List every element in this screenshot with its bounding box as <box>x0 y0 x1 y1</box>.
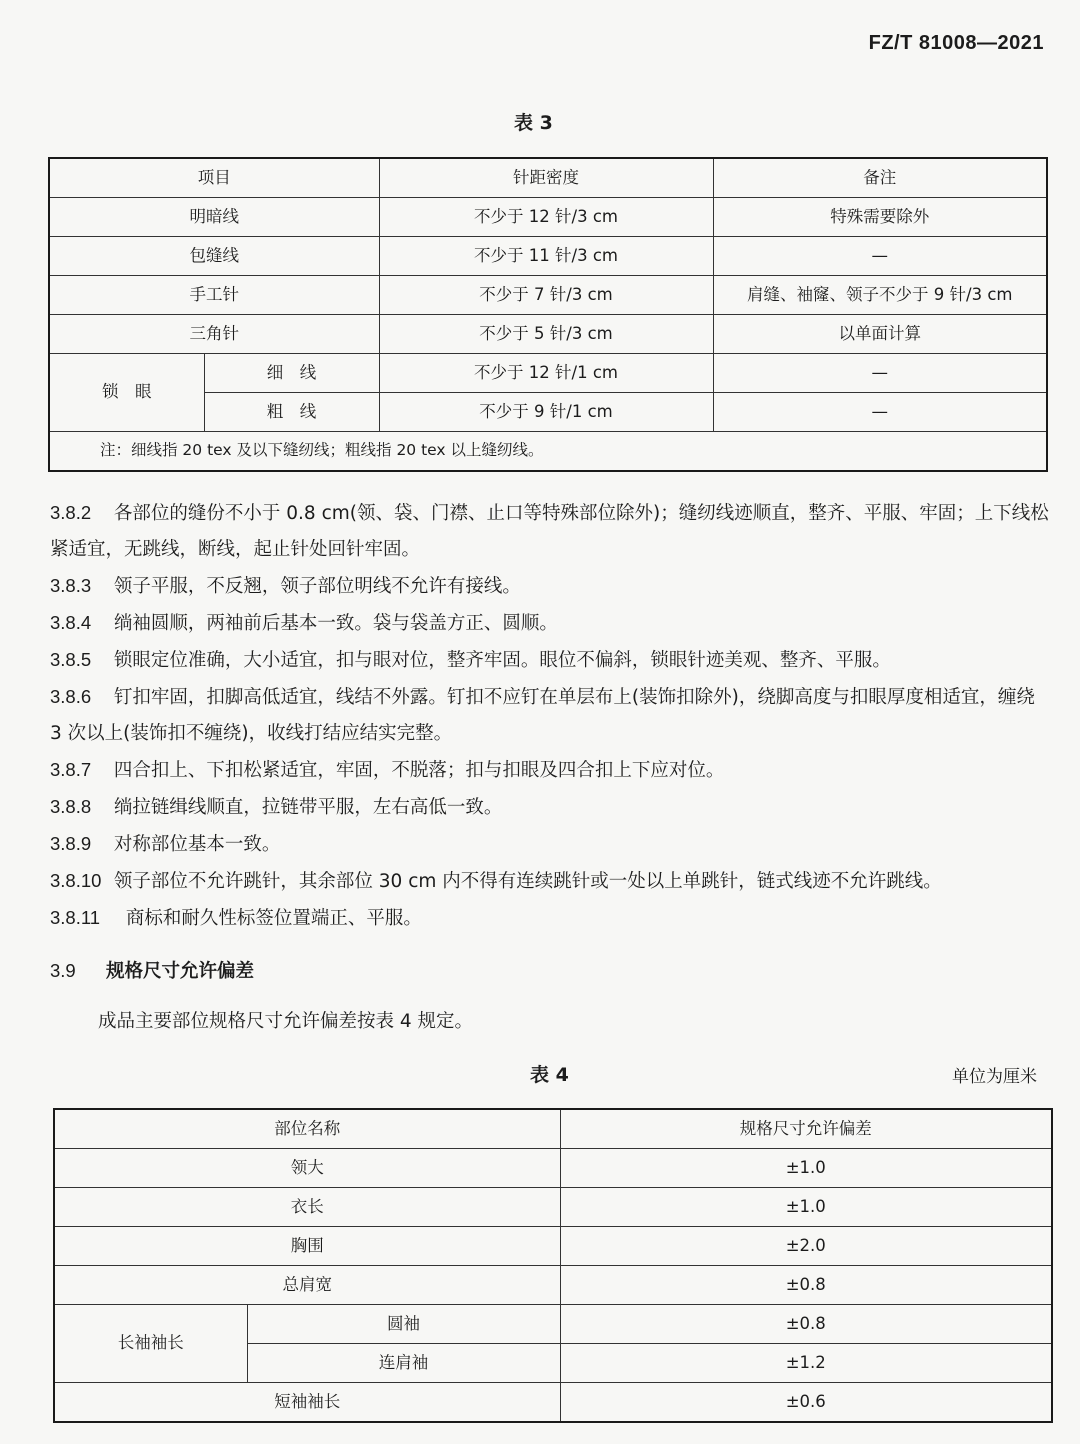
section-intro <box>98 1004 1048 1040</box>
clauses-block <box>50 495 1050 937</box>
table3-sub-item: 细 线 <box>204 354 379 393</box>
clause-text: 商标和耐久性标签位置端正、平服。 <box>125 908 422 929</box>
table4-header-row <box>54 1109 1052 1149</box>
clause <box>50 789 1050 826</box>
table3-density: 不少于 7 针/3 cm <box>379 276 713 315</box>
clause-text: 领子部位不允许跳针，其余部位 30 cm 内不得有连续跳针或一处以上单跳针，链式线迹不允许跳线。 <box>113 871 942 892</box>
clause-number: 3.8.10 <box>50 870 102 891</box>
table4-tolerance: ±1.2 <box>560 1344 1052 1383</box>
table4-tolerance: ±1.0 <box>560 1149 1052 1188</box>
table3-header-density: 针距密度 <box>379 158 713 198</box>
section-number: 3.9 <box>50 960 76 981</box>
table4-tolerance: ±0.8 <box>560 1266 1052 1305</box>
table3-header-remark: 备注 <box>713 158 1047 198</box>
table3-remark: 以单面计算 <box>713 315 1047 354</box>
table4-long-sleeve-label: 长袖袖长 <box>54 1305 247 1383</box>
table3-remark: — <box>713 354 1047 393</box>
clause-number: 3.8.6 <box>50 686 92 707</box>
clause <box>50 863 1050 900</box>
section-heading <box>50 957 254 983</box>
table4-tolerance: ±1.0 <box>560 1188 1052 1227</box>
clause <box>50 752 1050 789</box>
clause-text: 四合扣上、下扣松紧适宜，牢固，不脱落；扣与扣眼及四合扣上下应对位。 <box>113 760 725 781</box>
table4-header-part: 部位名称 <box>54 1109 560 1149</box>
clause-number: 3.8.9 <box>50 833 92 854</box>
table-row <box>49 354 1047 393</box>
table4-tolerance: ±2.0 <box>560 1227 1052 1266</box>
clause-number: 3.8.2 <box>50 502 92 523</box>
table3-sub-item: 粗 线 <box>204 393 379 432</box>
clause <box>50 568 1050 605</box>
table4-sub-part: 连肩袖 <box>247 1344 560 1383</box>
table3-item: 三角针 <box>49 315 379 354</box>
clause-number: 3.8.11 <box>50 907 101 928</box>
clause <box>50 679 1050 752</box>
table-row <box>54 1149 1052 1188</box>
clause-text: 领子平服，不反翘，领子部位明线不允许有接线。 <box>113 576 521 597</box>
table4-part: 领大 <box>54 1149 560 1188</box>
table3-item: 包缝线 <box>49 237 379 276</box>
clause-text: 钉扣牢固，扣脚高低适宜，线结不外露。钉扣不应钉在单层布上(装饰扣除外)，绕脚高度与扣眼厚度相适宜，缠绕 3 次以上(装饰扣不缠绕)，收线打结应结实完整。 <box>50 687 1035 744</box>
table-row <box>49 276 1047 315</box>
clause <box>50 826 1050 863</box>
table3-header-item: 项目 <box>49 158 379 198</box>
table3-density: 不少于 12 针/3 cm <box>379 198 713 237</box>
table3-density: 不少于 12 针/1 cm <box>379 354 713 393</box>
clause-text: 对称部位基本一致。 <box>113 834 281 855</box>
section-title: 规格尺寸允许偏差 <box>106 961 255 982</box>
table3-remark: 肩缝、袖窿、领子不少于 9 针/3 cm <box>713 276 1047 315</box>
clause-text: 绱袖圆顺，两袖前后基本一致。袋与袋盖方正、圆顺。 <box>113 613 558 634</box>
clause-text: 各部位的缝份不小于 0.8 cm(领、袋、门襟、止口等特殊部位除外)；缝纫线迹顺直，整齐、平服、牢固；上下线松紧适宜，无跳线，断线，起止针处回针牢固。 <box>50 503 1049 560</box>
clause-number: 3.8.5 <box>50 649 92 670</box>
table4-sub-part: 圆袖 <box>247 1305 560 1344</box>
table3-item: 手工针 <box>49 276 379 315</box>
table4-part: 胸围 <box>54 1227 560 1266</box>
clause-number: 3.8.7 <box>50 759 92 780</box>
clause-number: 3.8.3 <box>50 575 92 596</box>
section-intro-text: 成品主要部位规格尺寸允许偏差按表 4 规定。 <box>98 1011 474 1032</box>
clause-number: 3.8.8 <box>50 796 92 817</box>
table3-remark: 特殊需要除外 <box>713 198 1047 237</box>
table4-header-tolerance: 规格尺寸允许偏差 <box>560 1109 1052 1149</box>
table3-density: 不少于 5 针/3 cm <box>379 315 713 354</box>
clause-text: 锁眼定位准确，大小适宜，扣与眼对位，整齐牢固。眼位不偏斜，锁眼针迹美观、整齐、平服。 <box>113 650 891 671</box>
table3-item: 明暗线 <box>49 198 379 237</box>
table-row <box>49 315 1047 354</box>
table-row <box>54 1383 1052 1423</box>
table3-note: 注：细线指 20 tex 及以下缝纫线；粗线指 20 tex 以上缝纫线。 <box>49 432 1047 472</box>
clause <box>50 605 1050 642</box>
table3-density: 不少于 11 针/3 cm <box>379 237 713 276</box>
table-row <box>54 1227 1052 1266</box>
table4-tolerance: ±0.6 <box>560 1383 1052 1423</box>
table4-title: 表 4 <box>530 1064 569 1086</box>
table4-unit: 单位为厘米 <box>952 1067 1037 1087</box>
table-row <box>49 198 1047 237</box>
table-row <box>54 1266 1052 1305</box>
table3-header-row <box>49 158 1047 198</box>
table3-density: 不少于 9 针/1 cm <box>379 393 713 432</box>
clause <box>50 642 1050 679</box>
table3 <box>48 157 1048 472</box>
table-row <box>49 237 1047 276</box>
table3-note-row <box>49 432 1047 472</box>
document-code: FZ/T 81008—2021 <box>868 32 1044 54</box>
table4-part: 总肩宽 <box>54 1266 560 1305</box>
table3-remark: — <box>713 393 1047 432</box>
table4-part: 衣长 <box>54 1188 560 1227</box>
clause <box>50 900 1050 937</box>
table4 <box>53 1108 1053 1423</box>
table-row <box>54 1305 1052 1344</box>
table-row <box>54 1188 1052 1227</box>
clause-text: 绱拉链缉线顺直，拉链带平服，左右高低一致。 <box>113 797 503 818</box>
table3-title: 表 3 <box>514 112 553 134</box>
table3-buttonhole-label: 锁 眼 <box>49 354 204 432</box>
clause-number: 3.8.4 <box>50 612 92 633</box>
clause <box>50 495 1050 568</box>
table3-remark: — <box>713 237 1047 276</box>
table4-tolerance: ±0.8 <box>560 1305 1052 1344</box>
table4-part: 短袖袖长 <box>54 1383 560 1423</box>
